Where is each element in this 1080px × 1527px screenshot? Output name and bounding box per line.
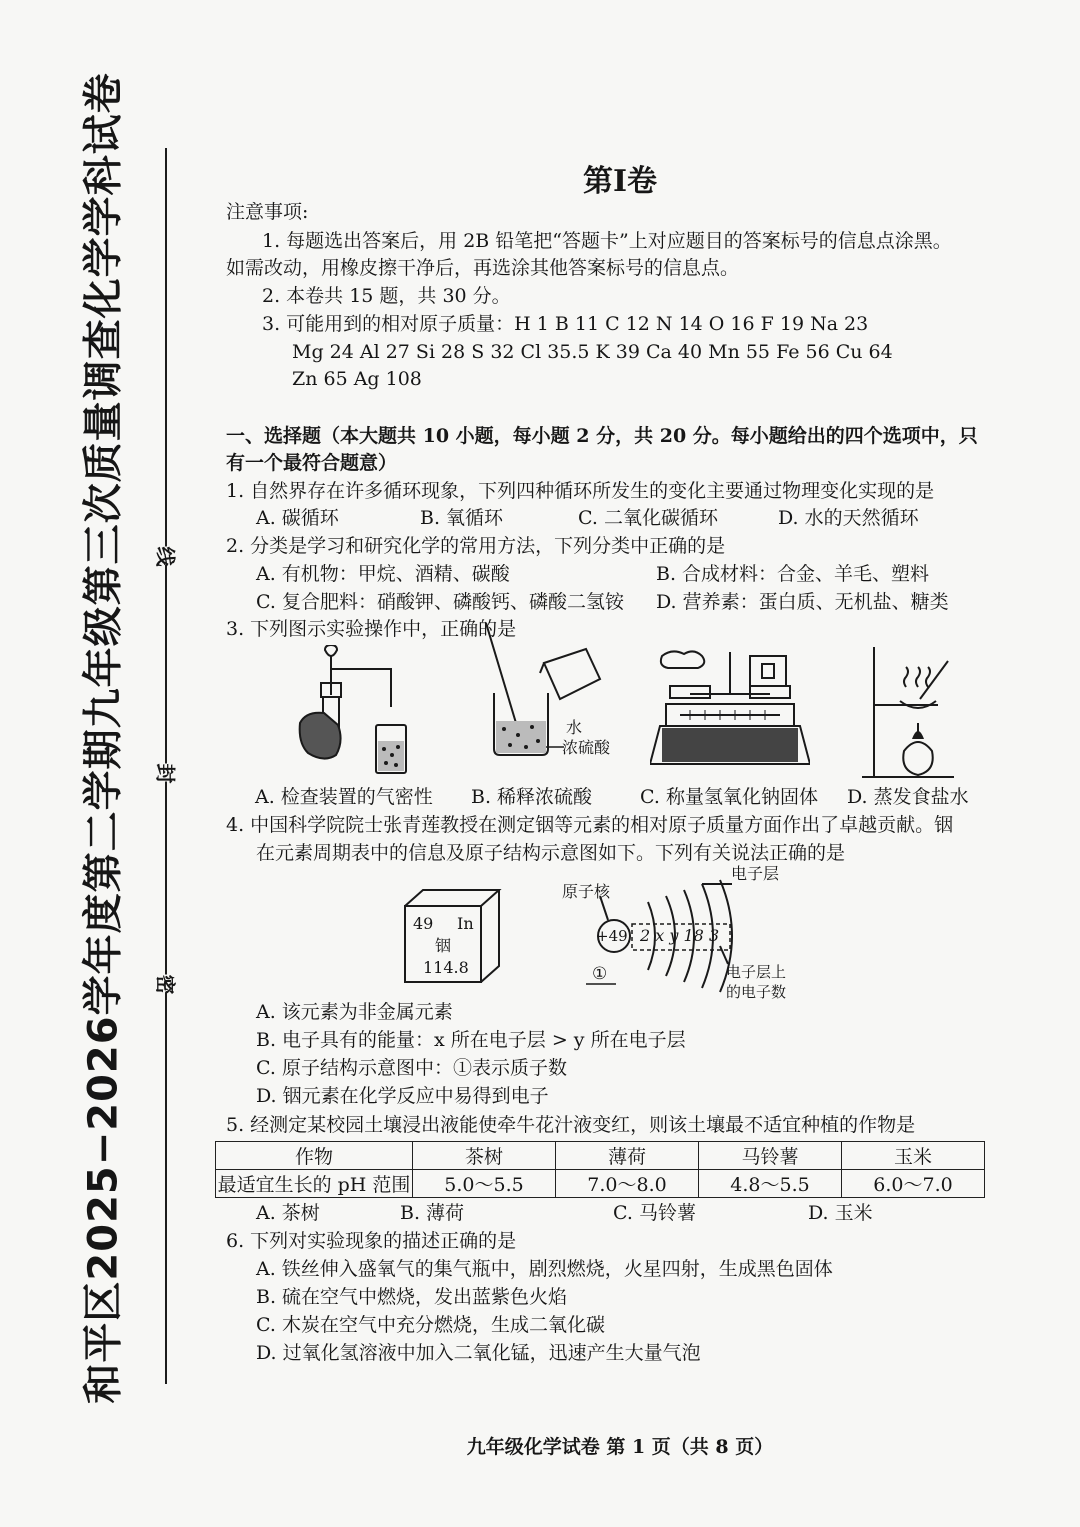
q3-option-a: A. 检查装置的气密性 xyxy=(255,786,433,808)
q3-option-d: D. 蒸发食盐水 xyxy=(847,786,969,808)
table-header-row xyxy=(216,1142,985,1170)
q1-option-a: A. 碳循环 xyxy=(256,507,339,529)
nucleus-charge: +49 xyxy=(596,927,628,945)
q1-stem: 1. 自然界存在许多循环现象，下列四种循环所发生的变化主要通过物理变化实现的是 xyxy=(226,480,935,502)
table-cell: 马铃薯 xyxy=(699,1142,842,1170)
cell-mass: 114.8 xyxy=(423,958,469,977)
label-conc-acid: 浓硫酸 xyxy=(562,738,611,757)
q6-stem: 6. 下列对实验现象的描述正确的是 xyxy=(226,1230,517,1252)
q4-option-a: A. 该元素为非金属元素 xyxy=(256,1001,453,1023)
circled-one: ① xyxy=(592,964,608,984)
table-cell: 7.0～8.0 xyxy=(556,1170,699,1198)
q4-option-b: B. 电子具有的能量：x 所在电子层 > y 所在电子层 xyxy=(256,1029,686,1051)
q4-option-d: D. 铟元素在化学反应中易得到电子 xyxy=(256,1085,549,1107)
table-cell: 最适宜生长的 pH 范围 xyxy=(216,1170,413,1198)
q2-option-b: B. 合成材料：合金、羊毛、塑料 xyxy=(656,563,930,585)
q5-option-b: B. 薄荷 xyxy=(400,1202,465,1224)
label-electron-count: 电子层上 xyxy=(726,963,787,981)
q6-option-a: A. 铁丝伸入盛氧气的集气瓶中，剧烈燃烧，火星四射，生成黑色固体 xyxy=(256,1258,833,1280)
q2-stem: 2. 分类是学习和研究化学的常用方法，下列分类中正确的是 xyxy=(226,535,726,557)
page-footer: 九年级化学试卷 第 1 页（共 8 页） xyxy=(466,1436,774,1458)
figure-dilute-acid xyxy=(478,623,611,773)
q2-option-c: C. 复合肥料：硝酸钾、磷酸钙、磷酸二氢铵 xyxy=(256,591,624,613)
volume-heading: 第Ⅰ卷 xyxy=(582,164,658,199)
q1-option-c: C. 二氧化碳循环 xyxy=(578,507,718,529)
q4-option-c: C. 原子结构示意图中：①表示质子数 xyxy=(256,1057,567,1079)
notice-line-2: 2. 本卷共 15 题，共 30 分。 xyxy=(262,285,511,307)
q4-stem-2: 在元素周期表中的信息及原子结构示意图如下。下列有关说法正确的是 xyxy=(256,842,846,864)
q3-option-c: C. 称量氢氧化钠固体 xyxy=(640,786,818,808)
q6-option-b: B. 硫在空气中燃烧，发出蓝紫色火焰 xyxy=(256,1286,568,1308)
exam-side-title: 和平区2025−2026学年度第二学期九年级第三次质量调查化学学科试卷 xyxy=(80,72,127,1404)
q5-option-c: C. 马铃薯 xyxy=(613,1202,696,1224)
notice-title: 注意事项: xyxy=(226,201,309,223)
section1-title: 一、选择题（本大题共 10 小题，每小题 2 分，共 20 分。每小题给出的四个选项中，只 xyxy=(226,425,978,447)
notice-line-3b: Mg 24 Al 27 Si 28 S 32 Cl 35.5 K 39 Ca 40 Mn 55 Fe 56 Cu 64 xyxy=(292,341,893,363)
figure-balance xyxy=(650,648,810,778)
label-water: 水 xyxy=(566,718,583,737)
table-cell: 玉米 xyxy=(842,1142,985,1170)
label-electron-count-2: 的电子数 xyxy=(726,983,787,1001)
notice-line-1b: 如需改动，用橡皮擦干净后，再选涂其他答案标号的信息点。 xyxy=(226,257,740,279)
q1-option-d: D. 水的天然循环 xyxy=(778,507,919,529)
ph-range-table xyxy=(215,1141,985,1198)
cell-symbol: In xyxy=(457,914,474,933)
table-cell: 4.8～5.5 xyxy=(699,1170,842,1198)
table-cell: 6.0～7.0 xyxy=(842,1170,985,1198)
electron-counts: 2 x y 18 3 xyxy=(640,926,720,945)
binding-mark-line: 线 xyxy=(150,547,185,565)
q6-option-d: D. 过氧化氢溶液中加入二氧化锰，迅速产生大量气泡 xyxy=(256,1342,701,1364)
atom-structure-diagram xyxy=(556,866,806,1002)
q1-option-b: B. 氧循环 xyxy=(420,507,504,529)
q2-option-a: A. 有机物：甲烷、酒精、碳酸 xyxy=(256,563,510,585)
notice-line-3c: Zn 65 Ag 108 xyxy=(292,368,422,390)
label-electron-shell: 电子层 xyxy=(731,864,780,883)
table-cell: 5.0～5.5 xyxy=(413,1170,556,1198)
table-cell: 茶树 xyxy=(413,1142,556,1170)
notice-line-3: 3. 可能用到的相对原子质量：H 1 B 11 C 12 N 14 O 16 F 19 Na 23 xyxy=(262,313,869,335)
figure-evaporation xyxy=(860,643,970,783)
table-row xyxy=(216,1170,985,1198)
q5-option-d: D. 玉米 xyxy=(808,1202,873,1224)
figure-airtightness xyxy=(292,645,422,785)
cell-name: 铟 xyxy=(435,936,452,955)
q3-stem: 3. 下列图示实验操作中，正确的是 xyxy=(226,618,517,640)
element-cell-indium xyxy=(403,888,503,984)
binding-mark-secret: 密 xyxy=(150,975,185,993)
q4-stem: 4. 中国科学院院士张青莲教授在测定铟等元素的相对原子质量方面作出了卓越贡献。铟 xyxy=(226,814,954,836)
notice-line-1: 1. 每题选出答案后，用 2B 铅笔把“答题卡”上对应题目的答案标号的信息点涂黑。 xyxy=(262,230,952,252)
q2-option-d: D. 营养素：蛋白质、无机盐、糖类 xyxy=(656,591,949,613)
table-cell: 作物 xyxy=(216,1142,413,1170)
binding-mark-seal: 封 xyxy=(150,764,185,782)
q5-stem: 5. 经测定某校园土壤浸出液能使牵牛花汁液变红，则该土壤最不适宜种植的作物是 xyxy=(226,1114,916,1136)
label-nucleus: 原子核 xyxy=(562,882,611,901)
q6-option-c: C. 木炭在空气中充分燃烧，生成二氧化碳 xyxy=(256,1314,605,1336)
table-cell: 薄荷 xyxy=(556,1142,699,1170)
q3-option-b: B. 稀释浓硫酸 xyxy=(471,786,593,808)
cell-atomic-number: 49 xyxy=(413,914,434,933)
section1-title-2: 有一个最符合题意） xyxy=(226,452,398,474)
q5-option-a: A. 茶树 xyxy=(256,1202,320,1224)
